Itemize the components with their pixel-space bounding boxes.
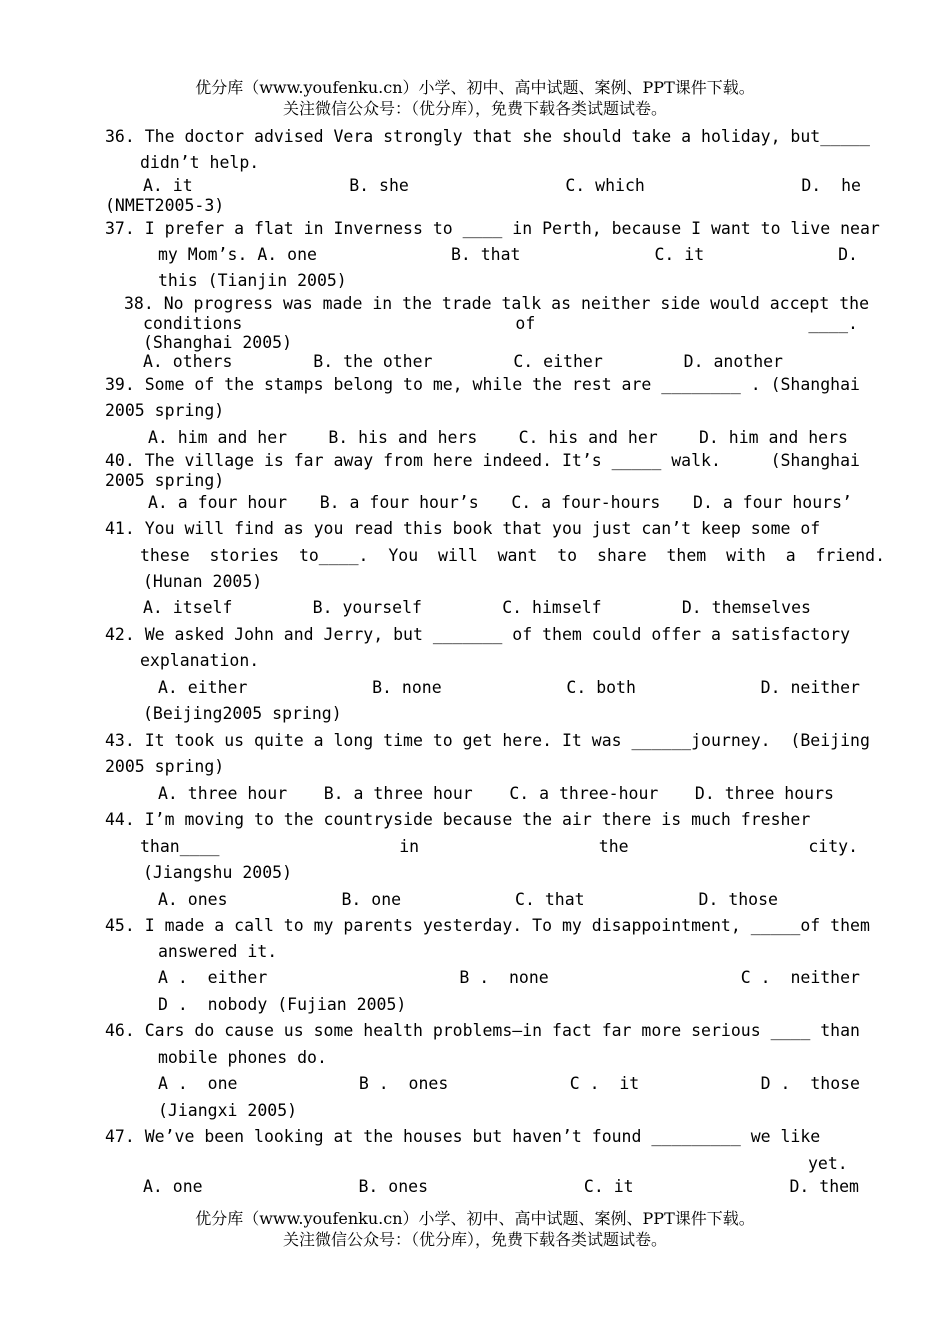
q36-option-a: A. it [143,176,193,195]
q39-option-c: C. his and her [518,428,658,447]
q38-option-a: A. others [143,352,233,371]
q41-option-b: B. yourself [312,598,422,617]
q44-word-1: than____ [140,837,220,856]
q38-word-3: ____. [808,314,858,333]
q39-option-b: B. his and hers [328,428,478,447]
q37-option-d-cont: this (Tianjin 2005) [158,271,347,290]
q36-source: (NMET2005-3) [105,196,225,215]
q47-option-b: B. ones [358,1177,429,1196]
q41-option-a: A. itself [143,598,233,617]
q41-stem-cont: these stories to____. You will want to share them with a friend. [140,546,886,565]
q40-option-c: C. a four-hours [511,493,661,512]
q38-source: (Shanghai 2005) [143,333,293,352]
q38-stem-cont [143,314,858,334]
q39-stem-cont: 2005 spring) [105,401,225,420]
q38-stem: 38. No progress was made in the trade talk as neither side would accept the [124,294,870,313]
q42-option-a: A. either [158,678,248,697]
q42-option-d: D. neither [760,678,860,697]
q44-option-b: B. one [341,890,402,909]
q42-option-c: C. both [566,678,636,697]
q37-option-a: my Mom’s. A. one [158,245,317,264]
q36-stem-cont: didn’t help. [140,153,260,172]
q45-options [158,968,860,988]
q45-stem-cont: answered it. [158,942,278,961]
q41-source: (Hunan 2005) [143,572,263,591]
q41-stem: 41. You will find as you read this book that you just can’t keep some of [105,519,821,538]
q38-option-c: C. either [513,352,603,371]
q47-option-d: D. them [789,1177,859,1196]
q44-stem: 44. I’m moving to the countryside because the air there is much fresher [105,810,811,829]
q45-option-d: D . nobody (Fujian 2005) [158,995,407,1014]
q46-stem-cont: mobile phones do. [158,1048,327,1067]
page-header-line1: 优分库（www.youfenku.cn）小学、初中、高中试题、案例、PPT课件下载。 [195,78,755,97]
q45-option-a: A . either [158,968,268,987]
q44-stem-cont [140,837,858,857]
q42-options [158,678,860,698]
q41-options [143,598,811,618]
q44-word-3: the [598,837,629,856]
q37-options [158,245,858,265]
q47-stem-cont: yet. [808,1154,848,1173]
q37-option-c: C. it [654,245,705,264]
q39-option-a: A. him and her [148,428,288,447]
q36-options [143,176,861,196]
q42-option-b: B. none [372,678,442,697]
q46-option-a: A . one [158,1074,238,1093]
q43-stem-cont: 2005 spring) [105,757,225,776]
q40-stem-cont: 2005 spring) [105,471,225,490]
q38-option-b: B. the other [313,352,433,371]
q39-options [148,428,848,448]
q47-option-a: A. one [143,1177,203,1196]
q46-stem: 46. Cars do cause us some health problems—in fact far more serious ____ than [105,1021,860,1040]
q44-options [158,890,778,910]
q40-stem: 40. The village is far away from here indeed. It’s _____ walk. (Shanghai [105,451,860,470]
q37-option-d: D. [838,245,858,264]
q46-option-b: B . ones [358,1074,449,1093]
q36-option-d: D. he [801,176,861,195]
q46-option-d: D . those [760,1074,860,1093]
q41-option-c: C. himself [502,598,602,617]
q41-option-d: D. themselves [681,598,811,617]
q37-option-b: B. that [450,245,521,264]
q44-source: (Jiangshu 2005) [143,863,293,882]
q39-stem: 39. Some of the stamps belong to me, while the rest are ________ . (Shanghai [105,375,860,394]
q36-option-c: C. which [565,176,645,195]
q44-word-2: in [399,837,420,856]
q45-option-b: B . none [459,968,549,987]
q38-option-d: D. another [683,352,783,371]
q40-option-b: B. a four hour’s [319,493,479,512]
page-header-line2: 关注微信公众号：（优分库），免费下载各类试题试卷。 [282,99,667,118]
q36-option-b: B. she [349,176,409,195]
q46-source: (Jiangxi 2005) [158,1101,298,1120]
q46-option-c: C . it [569,1074,640,1093]
q47-options [143,1177,859,1197]
q47-option-c: C. it [583,1177,634,1196]
q43-option-a: A. three hour [158,784,288,803]
q39-option-d: D. him and hers [698,428,848,447]
q46-options [158,1074,860,1094]
q38-options [143,352,783,372]
q44-word-4: city. [808,837,858,856]
q40-options [148,493,852,513]
q47-stem: 47. We’ve been looking at the houses but haven’t found _________ we like [105,1127,821,1146]
q45-stem: 45. I made a call to my parents yesterday. To my disappointment, _____of them [105,916,870,935]
q43-option-c: C. a three-hour [509,784,659,803]
q36-stem: 36. The doctor advised Vera strongly that she should take a holiday, but_____ [105,127,870,146]
q44-option-d: D. those [698,890,778,909]
page-footer-line1: 优分库（www.youfenku.cn）小学、初中、高中试题、案例、PPT课件下载。 [195,1209,755,1228]
q37-stem: 37. I prefer a flat in Inverness to ____ in Perth, because I want to live near [105,219,880,238]
q45-option-c: C . neither [740,968,860,987]
q43-stem: 43. It took us quite a long time to get here. It was ______journey. (Beijing [105,731,870,750]
q44-option-a: A. ones [158,890,228,909]
q42-source: (Beijing2005 spring) [143,704,342,723]
q43-options [158,784,834,804]
q43-option-d: D. three hours [694,784,834,803]
page-footer-line2: 关注微信公众号：（优分库），免费下载各类试题试卷。 [282,1230,667,1249]
q44-option-c: C. that [515,890,585,909]
q38-word-2: of [515,314,536,333]
q42-stem: 42. We asked John and Jerry, but _______ of them could offer a satisfactory [105,625,851,644]
q40-option-d: D. a four hours’ [693,493,852,512]
q43-option-b: B. a three hour [323,784,473,803]
q42-stem-cont: explanation. [140,651,260,670]
q40-option-a: A. a four hour [148,493,288,512]
q38-word-1: conditions [143,314,243,333]
